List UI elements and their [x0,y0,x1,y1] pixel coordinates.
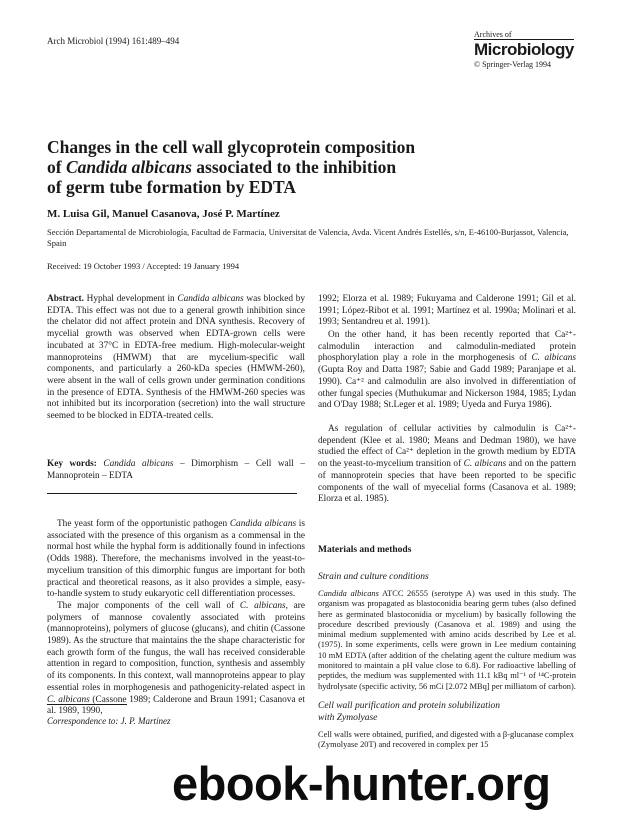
intro-p1-post: is associated with the presence of this organism as a commensal in the normal host while the hyphal form is additionally found in infections (Odds 1988). Therefore, the mechanisms involved in the yeast-to-mycelium transition of this dimorphic fungus are important for both practical and theoretical reasons, as it also provides a simple, easy-to-handle system to study eukaryotic cell differentiation processes. [47,519,306,600]
keywords-rest: – Dimorphism – Cell wall – Mannoprotein – EDTA [47,459,305,481]
introduction [47,519,305,718]
abstract [47,294,305,423]
intro-p2-post: (Cassone 1989; Calderone and Braun 1991; Casanova et al. 1989, 1990, [47,694,305,717]
watermark: ebook-hunter.org [172,757,551,810]
strain-paragraph [318,589,576,692]
title-line-1: Changes in the cell wall glycoprotein composition [47,137,416,157]
right-p3-b: and on the pattern of mannoprotein species that have been reported to be specific components of the wall of myecelial forms (Casanova et al. 1989; Elorza et al. 1985). [318,459,577,505]
right-p2-species: C. albicans [531,353,576,364]
abstract-divider [47,493,297,494]
correspondence-note: Correspondence to: J. P. Martínez [47,716,171,726]
abstract-species: Candida albicans [177,294,244,304]
right-continuation: 1992; Elorza et al. 1989; Fukuyama and Calderone 1991; Gil et al. 1991; López-Ribot et al. 1991; Martínez et al. 1990a; Molinari et al. 1993; Sentandreu et al. 1991). [318,294,576,328]
subsection-heading-strain: Strain and culture conditions [318,572,429,582]
intro-p2-species: C. albicans [239,600,286,611]
right-p3-a: As regulation of cellular activities by calmodulin is Ca²⁺-dependent (Klee et al. 1980; Means and Dedman 1980), we have studied the effect of Ca²⁺ depletion in the growth medium by EDTA on the yeast-to-mycelium transition of [318,424,576,470]
journal-archives-label: Archives of [474,30,512,39]
journal-citation: Arch Microbiol (1994) 161:489–494 [47,36,180,46]
keywords [47,459,305,482]
strain-text: ATCC 26555 (serotype A) was used in this study. The organism was propagated as blastoconidia bearing germ tubes (also defined here as germinated blastoconidia or mycelium) by basically following the procedure described previously (Casanova et al. 1989) and using the minimal medium supplemented with amino acids described by Lee et al. (1975). In some experiments, cells were grown in Lee medium containing 10 mM EDTA (after addition of the chelating agent the culture medium was monitored to maintain a pH value close to 6.8). For radioactive labelling of peptides, the medium was supplemented with 11.1 kBq ml⁻¹ of ¹⁴C-protein hydrolysate (specific activity, 56 mCi [2.072 MBq] per milliatom of carbon). [318,589,576,691]
abstract-text-1: Hyphal development in [83,294,178,304]
keywords-label: Key words: [47,459,97,469]
right-paragraph-3 [318,424,576,506]
intro-p1-pre: The yeast form of the opportunistic pathogen [57,519,230,529]
right-paragraph-2 [318,330,576,412]
intro-p2-species-2: C. albicans [47,694,90,705]
received-dates: Received: 19 October 1993 / Accepted: 19 January 1994 [47,261,240,271]
abstract-label: Abstract. [47,294,84,304]
intro-paragraph-2 [47,601,305,718]
keywords-species: Candida albicans [103,459,174,469]
intro-p2-pre: The major components of the cell wall of [57,600,240,611]
article-title [47,137,547,197]
intro-p2-mid: , are polymers of mannose covalently associated with proteins (mannoproteins), polymers of glucose (glucans), and chitin (Cassone 1989). As the structure that maintains the the shape characteristic for each growth form of the fungus, the wall has received considerable attention in regard to composition, function, synthesis and assembly of its components. In this context, wall mannoproteins appear to play essential roles in morphogenesis and pathogenicity-related aspect in [47,600,306,693]
strain-species: Candida albicans [318,589,379,598]
cell-wall-paragraph: Cell walls were obtained, purified, and digested with a β-glucanase complex (Zymolyase 20T) and recovered in complex per 15 [318,730,574,750]
copyright: © Springer-Verlag 1994 [474,60,552,69]
intro-paragraph-1 [47,519,305,601]
right-p2-a: On the other hand, it has been recently reported that Ca²⁺-calmodulin interaction and calmodulin-mediated protein phosphorylation play a role in the morphogenesis of [318,330,576,364]
abstract-text-2: was blocked by EDTA. This effect was not due to a general growth inhibition since the chelator did not affect protein and DNA synthesis. Recovery of mycelial growth was observed when EDTA-grown cells were incubated at 37°C in EDTA-free medium. High-molecular-weight mannoproteins (HMWM) that are mycelium-specific wall components, and particularly a 260-kDa species (HMWM-260), were absent in the wall of cells grown under germination conditions in the presence of EDTA. Synthesis of the HMWM-260 species was not inhibited but its incorporation (secretion) into the wall structure seemed to be blocked in EDTA-treated cells. [47,294,305,422]
subsection-heading-cell-wall [318,700,576,724]
cw-heading-line-1: Cell wall purification and protein solubilization [318,701,501,711]
journal-logo [474,30,574,69]
authors: M. Luisa Gil, Manuel Casanova, José P. Martínez [47,208,280,220]
section-heading-methods: Materials and methods [318,545,412,555]
cw-heading-line-2: with Zymolyase [318,713,378,723]
journal-name: Microbiology [474,40,574,59]
right-p3-species: C. albicans [463,459,507,470]
title-species: Candida albicans [65,157,192,177]
title-line-2-pre: of [47,157,66,177]
title-line-2-post: associated to the inhibition [191,157,397,177]
right-p2-b: (Gupta Roy and Datta 1987; Sabie and Gadd 1989; Paranjape et al. 1990). Ca⁺² and calmodulin are also involved in differentiation of other fungal species (Muthukumar and Nickerson 1984, 1985; Lydan and O'Day 1988; St.Leger et al. 1989; Uyeda and Furya 1986). [318,365,576,411]
affiliation: Sección Departamental de Microbiología, Facultad de Farmacia, Universitat de Valencia, Avda. Vicent Andrés Estellés, s/n, E-46100-Burjassot, Valencia, Spain [47,227,569,248]
title-line-3: of germ tube formation by EDTA [47,177,297,197]
intro-p1-species: Candida albicans [229,519,297,529]
footnote-divider [47,704,127,705]
